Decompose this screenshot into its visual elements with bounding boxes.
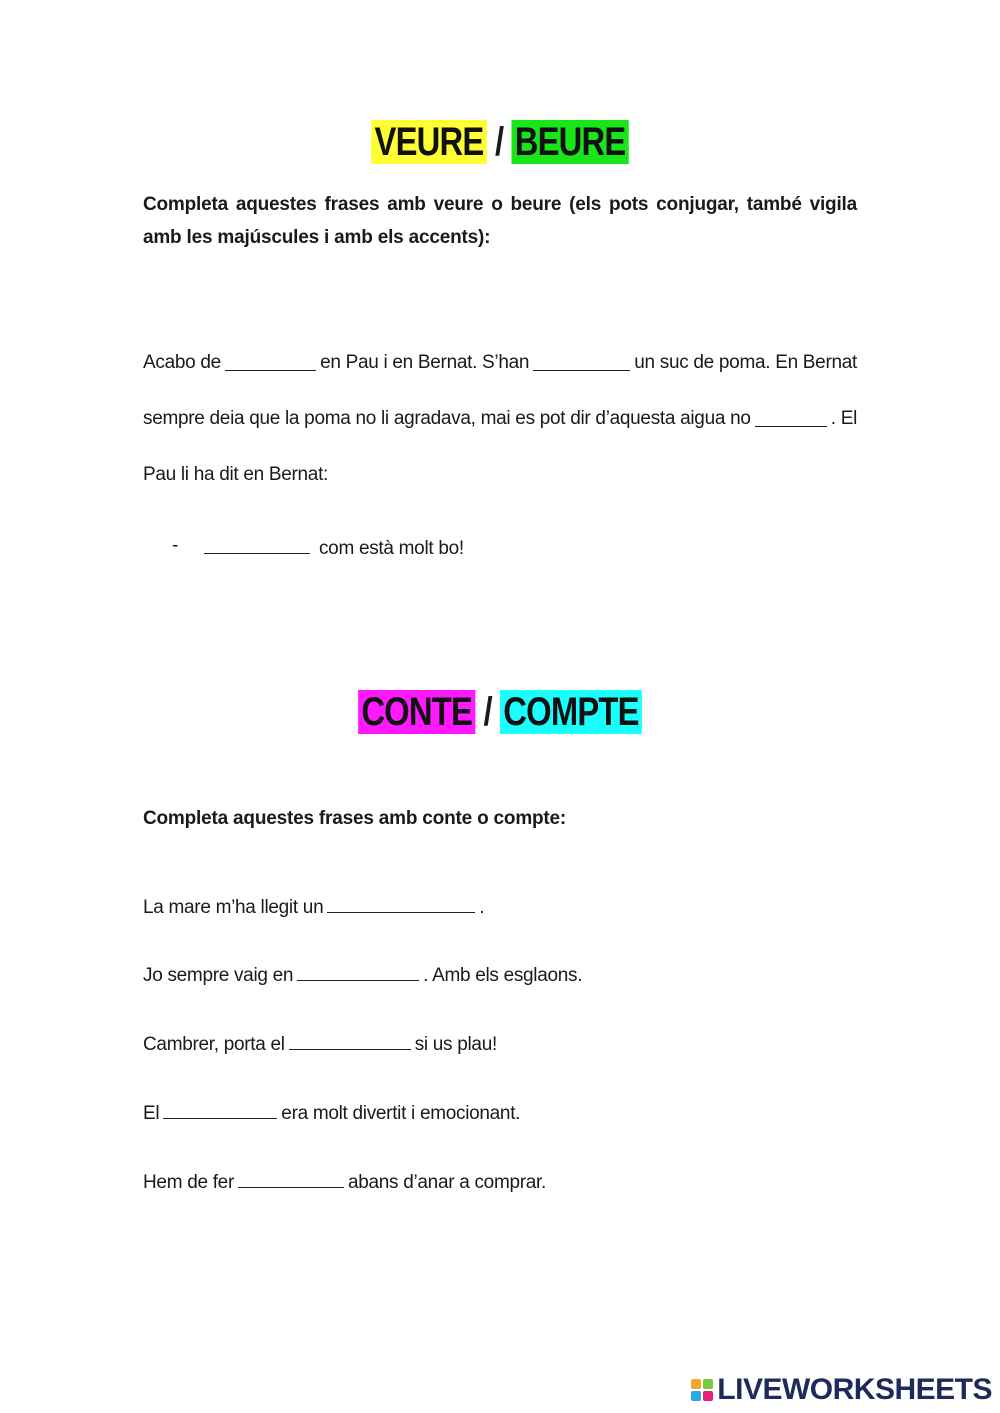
sentence-after: abans d’anar a comprar. (347, 1172, 546, 1193)
sentence-5 (143, 1169, 857, 1194)
section1-instruction: Completa aquestes frases amb veure o beure (els pots conjugar, també vigila amb les majúscules i amb els accents): (143, 194, 857, 248)
line2-text-a: sempre deia que la poma no li agradava, mai es pot dir d’aquesta aigua no (143, 408, 751, 429)
bullet-dash: - (172, 535, 179, 556)
section1-line3: Pau li ha dit en Bernat: (143, 464, 329, 485)
sentence-3 (143, 1031, 857, 1056)
title-word-beure: BEURE (511, 120, 628, 164)
line2-text-b: . El (830, 408, 857, 429)
bullet-text: com està molt bo! (318, 538, 464, 559)
sentence-1 (143, 894, 857, 919)
section2-title (90, 690, 910, 735)
sentence-before: El (143, 1103, 160, 1124)
blank-input-8[interactable] (163, 1100, 277, 1119)
line1-text-c: un suc de poma. En Bernat (634, 352, 857, 373)
title-slash: / (494, 120, 504, 164)
title-word-compte: COMPTE (500, 690, 642, 734)
liveworksheets-logo (691, 1373, 992, 1407)
sentence-after: si us plau! (414, 1034, 497, 1055)
sentence-before: Hem de fer (143, 1172, 234, 1193)
blank-input-7[interactable] (289, 1031, 411, 1050)
section1-line1 (143, 352, 857, 374)
blank-input-6[interactable] (297, 962, 419, 981)
sentence-before: Jo sempre vaig en (143, 965, 294, 986)
section1-line2 (143, 408, 857, 430)
blank-input-4[interactable] (204, 535, 310, 554)
line1-text-b: en Pau i en Bernat. S’han (320, 352, 530, 373)
logo-text: LIVEWORKSHEETS (717, 1373, 992, 1406)
title-word-veure: VEURE (371, 120, 486, 164)
sentence-after: . (479, 897, 485, 918)
sentence-before: Cambrer, porta el (143, 1034, 285, 1055)
section1-title (90, 120, 910, 165)
blank-input-3[interactable] (755, 408, 827, 427)
blank-input-1[interactable] (225, 352, 316, 371)
bullet-line (200, 535, 464, 560)
title-slash-2: / (483, 690, 492, 734)
line1-text-a: Acabo de (143, 352, 221, 373)
sentence-4 (143, 1100, 857, 1125)
section2-instruction: Completa aquestes frases amb conte o compte: (143, 808, 567, 829)
sentence-2 (143, 962, 857, 987)
blank-input-9[interactable] (238, 1169, 344, 1188)
blank-input-5[interactable] (327, 894, 475, 913)
sentence-before: La mare m’ha llegit un (143, 897, 324, 918)
sentence-after: era molt divertit i emocionant. (281, 1103, 521, 1124)
title-word-conte: CONTE (358, 690, 475, 734)
sentence-after: . Amb els esglaons. (423, 965, 583, 986)
liveworksheets-blocks-icon (691, 1379, 713, 1401)
blank-input-2[interactable] (533, 352, 630, 371)
